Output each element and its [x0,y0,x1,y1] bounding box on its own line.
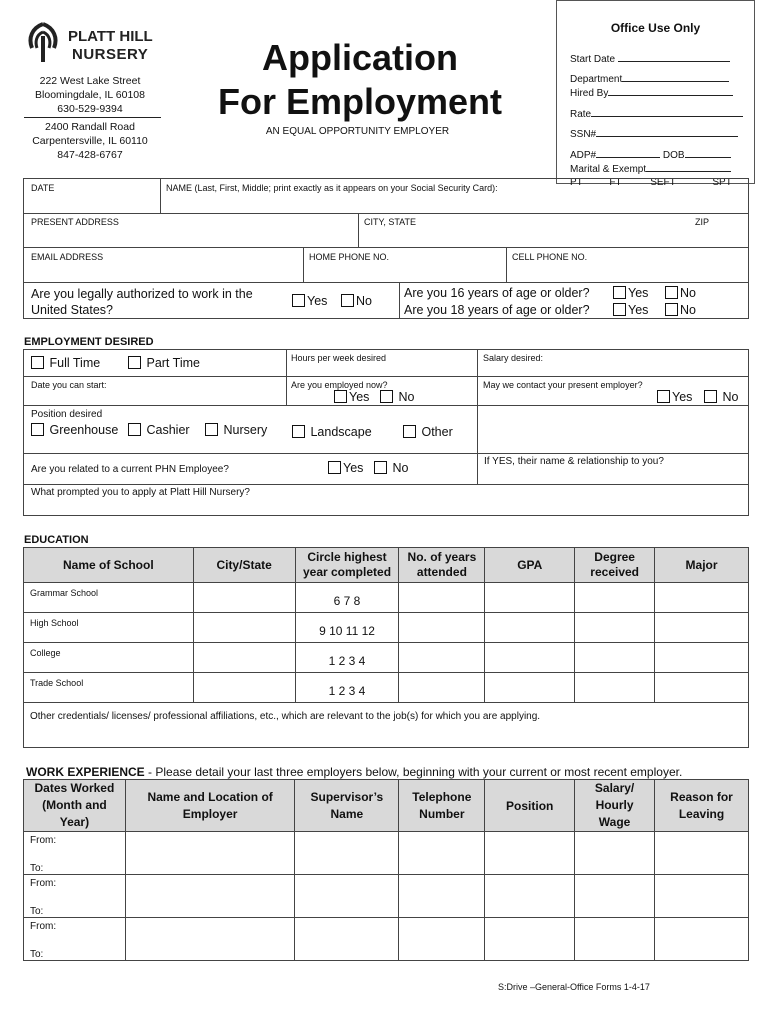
nursery-option[interactable] [205,423,267,437]
row-contact [23,247,749,283]
work-header-row [24,780,749,832]
home-phone-field[interactable] [307,262,501,280]
cashier-option[interactable] [128,423,190,437]
logo [26,22,166,66]
authorized-q2: United States? [31,303,113,317]
education-header-row [24,548,749,583]
authorized-question [31,286,253,318]
work-title-rest: - Please detail your last three employers below, beginning with your current or most recent employer. [144,765,683,779]
degree-cell[interactable] [575,613,655,643]
part-time-option[interactable] [128,356,200,370]
department-label: Department [570,74,623,85]
other-credentials-cell[interactable] [24,703,749,748]
table-row [24,613,749,643]
authorized-q1: Are you legally authorized to work in the [31,287,253,301]
home-phone-label: HOME PHONE NO. [309,252,390,262]
work-header-employer: Name and Location of Employer [125,780,295,832]
authorized-yes-label: Yes [307,294,328,308]
school-type-cell [24,613,194,643]
age16-yes-checkbox[interactable] [613,286,626,299]
supervisor-cell[interactable] [295,875,399,918]
reason-cell[interactable] [655,832,749,875]
other-credentials-row [24,703,749,748]
age18-question: Are you 18 years of age or older? [404,303,590,317]
work-table [23,779,749,961]
related-yes-checkbox[interactable] [328,461,341,474]
prompted-field[interactable] [28,499,744,513]
cashier-label: Cashier [146,423,190,437]
age16-no-label: No [680,286,696,300]
part-time-checkbox[interactable] [128,356,141,369]
authorized-no[interactable] [341,294,372,308]
work-header-dates: Dates Worked (Month and Year) [24,780,126,832]
age16-yes[interactable] [613,286,648,300]
cell-phone-label: CELL PHONE NO. [512,252,588,262]
age18-no-label: No [680,303,696,317]
footer-code: S:Drive –General-Office Forms 1-4-17 [498,982,650,992]
title-line2: For Employment [217,81,503,122]
year-circle-cell[interactable]: 9 10 11 12 [295,613,399,643]
name-label: NAME (Last, First, Middle; print exactly as it appears on your Social Security Card): [166,183,498,193]
email-field[interactable] [28,262,298,280]
age18-no-checkbox[interactable] [665,303,678,316]
marital-label: Marital & Exempt [570,164,647,175]
gpa-cell[interactable] [485,673,575,703]
office-ssn[interactable] [570,129,738,140]
year-circle-cell[interactable]: 1 2 3 4 [295,643,399,673]
location-2 [20,120,160,162]
office-start-date[interactable] [570,54,730,65]
related-no-checkbox[interactable] [374,461,387,474]
to-label: To: [30,863,44,874]
supervisor-cell[interactable] [295,832,399,875]
edu-header-school: Name of School [24,548,194,583]
other-checkbox[interactable] [403,425,416,438]
nursery-label: Nursery [223,423,268,437]
dob-label: DOB [662,150,685,161]
salary-label: Salary desired: [483,353,544,363]
degree-cell[interactable] [575,643,655,673]
age16-no[interactable] [665,286,696,300]
authorized-no-checkbox[interactable] [341,294,354,307]
greenhouse-option[interactable] [31,423,118,437]
table-row [24,583,749,613]
full-time-label: Full Time [49,356,101,370]
reason-cell[interactable] [655,875,749,918]
to-label: To: [30,906,44,917]
school-type: Trade School [30,678,84,688]
employer-cell[interactable] [125,875,295,918]
age18-yes[interactable] [613,303,648,317]
city-state-field[interactable] [362,228,662,246]
employer-cell[interactable] [125,832,295,875]
dates-cell[interactable] [24,875,126,918]
city-cell[interactable] [193,613,295,643]
work-header-supervisor: Supervisor’s Name [295,780,399,832]
salary-cell[interactable] [575,918,655,961]
spt-label: SPT [712,177,732,185]
cashier-checkbox[interactable] [128,423,141,436]
contact-yes-checkbox[interactable] [657,390,670,403]
table-row [24,832,749,875]
city-cell[interactable] [193,583,295,613]
other-option[interactable] [403,425,453,439]
row-address [23,213,749,248]
authorized-yes-checkbox[interactable] [292,294,305,307]
contact-no-checkbox[interactable] [704,390,717,403]
tree-logo-icon [26,22,60,64]
related-label: Are you related to a current PHN Employee? [31,464,229,475]
full-time-option[interactable] [31,356,100,370]
table-row [24,643,749,673]
loc2-city: Carpentersville, IL 60110 [32,135,148,147]
from-label: From: [30,878,57,889]
office-adp[interactable] [570,150,731,161]
cell-phone-field[interactable] [510,262,744,280]
school-type: High School [30,618,79,628]
start-date-label: Start Date [570,54,616,65]
major-cell[interactable] [655,643,749,673]
present-address-field[interactable] [28,228,354,246]
name-field[interactable] [164,193,744,211]
location-1 [20,74,160,116]
hours-field[interactable] [289,363,473,375]
table-row [24,875,749,918]
employment-desired-box [23,349,749,516]
work-header-position: Position [485,780,575,832]
loc2-street: 2400 Randall Road [45,121,135,133]
telephone-cell[interactable] [399,875,485,918]
edu-header-years-attended: No. of years attended [399,548,485,583]
salary-field[interactable] [481,363,745,375]
related-no-label: No [392,461,409,475]
employed-no[interactable] [380,390,414,404]
landscape-option[interactable] [292,425,372,439]
age18-no[interactable] [665,303,696,317]
relationship-field[interactable] [481,468,745,482]
landscape-label: Landscape [310,425,372,439]
divider [24,117,161,118]
loc1-street: 222 West Lake Street [39,75,141,87]
school-type: College [30,648,61,658]
logo-line2: NURSERY [72,46,149,63]
subtitle: AN EQUAL OPPORTUNITY EMPLOYER [265,126,450,137]
logo-line1: PLATT HILL [68,28,153,45]
position-label: Position desired [31,409,103,420]
years-attended-cell[interactable] [399,643,485,673]
row-date-name [23,178,749,214]
education-section-title: EDUCATION [24,534,89,546]
city-cell[interactable] [193,643,295,673]
telephone-cell[interactable] [399,832,485,875]
employed-no-checkbox[interactable] [380,390,393,403]
full-time-checkbox[interactable] [31,356,44,369]
gpa-cell[interactable] [485,583,575,613]
position-cell[interactable] [485,832,575,875]
years-attended-cell[interactable] [399,583,485,613]
authorized-no-label: No [356,294,372,308]
page-title [195,36,525,124]
education-table [23,547,749,748]
city-state-label: CITY, STATE [364,217,417,227]
major-cell[interactable] [655,673,749,703]
hours-label: Hours per week desired [291,353,387,363]
work-header-reason: Reason for Leaving [655,780,749,832]
greenhouse-checkbox[interactable] [31,423,44,436]
ft-label: FT [609,177,622,185]
date-field[interactable] [28,193,156,211]
gpa-cell[interactable] [485,613,575,643]
salary-cell[interactable] [575,875,655,918]
contact-yes[interactable] [657,390,692,404]
other-label: Other [421,425,453,439]
edu-header-year: Circle highest year completed [295,548,399,583]
position-cell[interactable] [485,918,575,961]
edu-header-city: City/State [193,548,295,583]
work-header-salary: Salary/ Hourly Wage [575,780,655,832]
telephone-cell[interactable] [399,918,485,961]
major-cell[interactable] [655,613,749,643]
adp-label: ADP# [570,150,597,161]
employment-section-title: EMPLOYMENT DESIRED [24,336,154,348]
contact-employer-label: May we contact your present employer? [483,380,643,390]
loc1-city: Bloomingdale, IL 60108 [35,89,145,101]
edu-header-major: Major [655,548,749,583]
years-attended-cell[interactable] [399,673,485,703]
row-authorization [23,282,749,319]
table-row [24,673,749,703]
seft-label: SEFT [650,177,676,185]
year-circle-cell[interactable]: 6 7 8 [295,583,399,613]
authorized-yes[interactable] [292,294,327,308]
related-no[interactable] [374,461,408,475]
employed-no-label: No [398,390,415,404]
office-use-box [556,0,755,184]
age16-question: Are you 16 years of age or older? [404,286,590,300]
title-line1: Application [262,37,458,78]
employed-yes[interactable] [334,390,369,404]
year-circle-cell[interactable]: 1 2 3 4 [295,673,399,703]
work-header-telephone: Telephone Number [399,780,485,832]
contact-yes-label: Yes [672,390,693,404]
office-title: Office Use Only [610,21,701,35]
greenhouse-label: Greenhouse [49,423,119,437]
table-row [24,918,749,961]
other-credentials-label: Other credentials/ licenses/ professional affiliations, etc., which are relevant to the job(s) for which you are applying. [30,711,541,722]
degree-cell[interactable] [575,583,655,613]
part-time-label: Part Time [146,356,200,370]
to-label: To: [30,949,44,960]
loc2-phone: 847-428-6767 [57,149,123,161]
position-cell[interactable] [485,875,575,918]
related-yes-label: Yes [343,461,364,475]
age16-no-checkbox[interactable] [665,286,678,299]
gpa-cell[interactable] [485,643,575,673]
school-type-cell [24,643,194,673]
employed-yes-label: Yes [349,390,370,404]
supervisor-cell[interactable] [295,918,399,961]
dates-cell[interactable] [24,832,126,875]
school-type: Grammar School [30,588,99,598]
start-date-field[interactable] [28,390,282,403]
employed-yes-checkbox[interactable] [334,390,347,403]
present-address-label: PRESENT ADDRESS [31,217,119,227]
if-yes-label: If YES, their name & relationship to you? [484,456,664,467]
employer-cell[interactable] [125,918,295,961]
office-marital[interactable] [570,164,731,175]
work-section-title [26,765,682,779]
school-type-cell [24,673,194,703]
city-cell[interactable] [193,673,295,703]
hired-by-label: Hired By [570,88,609,99]
office-department[interactable] [570,74,729,85]
edu-header-degree: Degree received [575,548,655,583]
degree-cell[interactable] [575,673,655,703]
ssn-label: SSN# [570,129,597,140]
major-cell[interactable] [655,583,749,613]
employed-now-label: Are you employed now? [291,380,388,390]
from-label: From: [30,921,57,932]
rate-label: Rate [570,109,592,120]
from-label: From: [30,835,57,846]
related-yes[interactable] [328,461,363,475]
office-rate[interactable] [570,109,743,120]
zip-label: ZIP [695,217,710,227]
age16-yes-label: Yes [628,286,649,300]
zip-field[interactable] [674,228,744,246]
loc1-phone: 630-529-9394 [57,103,123,115]
email-label: EMAIL ADDRESS [31,252,104,262]
pt-label: PT [570,177,583,185]
school-type-cell [24,583,194,613]
dates-cell[interactable] [24,918,126,961]
prompted-label: What prompted you to apply at Platt Hill Nursery? [31,487,250,498]
office-hired-by[interactable] [570,88,733,99]
contact-no-label: No [722,390,739,404]
age18-yes-checkbox[interactable] [613,303,626,316]
years-attended-cell[interactable] [399,613,485,643]
salary-cell[interactable] [575,832,655,875]
contact-no[interactable] [704,390,738,404]
landscape-checkbox[interactable] [292,425,305,438]
start-date-label: Date you can start: [31,380,107,390]
edu-header-gpa: GPA [485,548,575,583]
work-title-bold: WORK EXPERIENCE [26,765,145,779]
age18-yes-label: Yes [628,303,649,317]
nursery-checkbox[interactable] [205,423,218,436]
date-label: DATE [31,183,55,193]
reason-cell[interactable] [655,918,749,961]
